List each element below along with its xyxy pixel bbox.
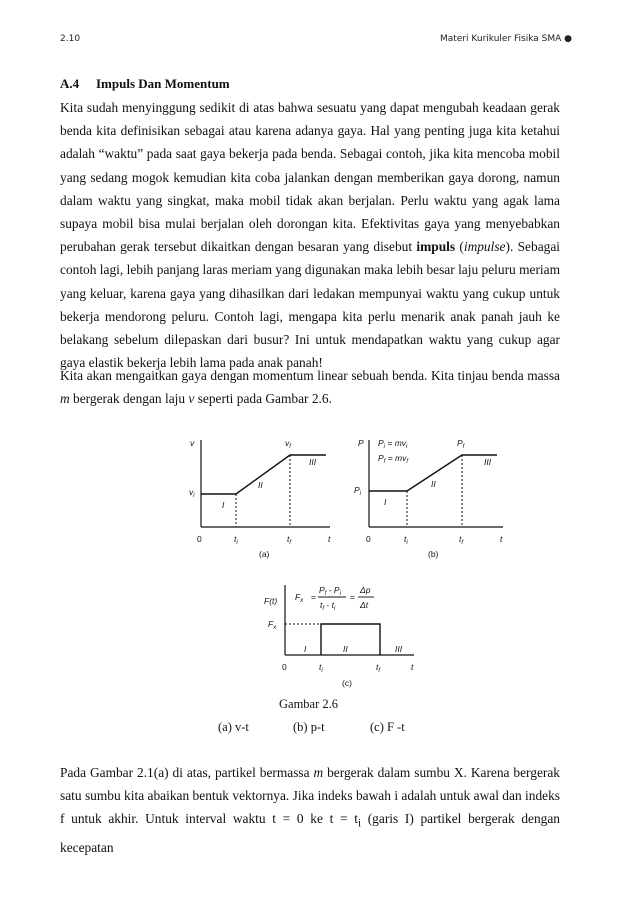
origin-label: 0 (197, 534, 202, 544)
region-2: II (343, 644, 348, 654)
text-run: (garis I) partikel bergerak dengan kecepatan (60, 811, 561, 856)
text-run: ). Sebagai contoh lagi, lebih panjang laras meriam yang digunakan maka lebih besar laju peluru meriam yang keluar, karena gaya yang dihasilkan dari ledakan mempunyai waktu yang cukup untuk bekerja mendorong peluru. Contoh lagi, mengapa kita perlu menarik anak panah jauh ke belakang sebelum dilepaskan dari busur? Ini untuk mendapatkan waktu yang cukup agar gaya elastik bekerja lebih lama pada anak panah! (60, 239, 560, 371)
tf-label: $t_f$ (287, 534, 292, 546)
graph-b-label: (b) (428, 549, 439, 559)
pi-label: $P_i$ (354, 485, 362, 497)
text-run: ( (455, 239, 464, 255)
region-1: I (304, 644, 307, 654)
velocity-curve (201, 455, 326, 494)
origin-label: 0 (282, 662, 287, 672)
tf-label: $t_f$ (376, 662, 381, 674)
section-number: A.4 (60, 76, 80, 91)
figure-caption-b: (b) p-t (293, 720, 325, 734)
eq-pf: $P_f = mv_f$ (378, 453, 409, 465)
text-run: Pada Gambar 2.1(a) di atas, partikel bermassa (60, 765, 314, 780)
graph-velocity-time (189, 438, 331, 559)
eq-denominator: $t_f - t_i$ (320, 600, 336, 612)
region-3: III (484, 457, 492, 467)
vf-label: $v_f$ (285, 438, 291, 450)
y-axis-label: v (190, 438, 195, 448)
region-2: II (431, 479, 436, 489)
subscript-i: i (357, 818, 362, 831)
text-run: bergerak dalam sumbu X. Karena bergerak satu sumbu kita abaikan bentuk vektornya. Jika indeks bawah i adalah untuk awal dan indeks f untuk akhir. Untuk interval waktu t = 0 ke t = t (60, 765, 561, 827)
figure-caption-title: Gambar 2.6 (279, 697, 339, 711)
force-pulse (321, 624, 380, 655)
text-run: bergerak dengan laju (69, 391, 189, 407)
x-axis-label: t (411, 662, 414, 672)
origin-label: 0 (366, 534, 371, 544)
eq-pi: $P_i = mv_i$ (378, 438, 408, 450)
section-title: Impuls Dan Momentum (96, 76, 230, 91)
graph-a-label: (a) (259, 549, 270, 559)
ti-label: $t_i$ (404, 534, 408, 546)
region-3: III (395, 644, 403, 654)
graph-force-time (264, 585, 414, 688)
ti-label: $t_i$ (319, 662, 323, 674)
graph-c-label: (c) (342, 678, 352, 688)
eq-fx: $F_x$ (295, 592, 304, 604)
page-number: 2.10 (60, 34, 81, 44)
tf-label: $t_f$ (459, 534, 464, 546)
term-impuls: impuls (416, 239, 456, 255)
text-run: Kita akan mengaitkan gaya dengan momentum linear sebuah benda. Kita tinjau benda massa (60, 368, 560, 383)
figure-caption-c: (c) F -t (370, 720, 405, 734)
region-2: II (258, 480, 263, 490)
text-run: seperti pada Gambar 2.6. (194, 391, 332, 407)
region-1: I (384, 497, 387, 507)
region-3: III (309, 457, 317, 467)
region-1: I (222, 500, 225, 510)
var-m: m (313, 765, 324, 780)
running-title: Materi Kurikuler Fisika SMA ● (440, 34, 572, 44)
x-axis-label: t (500, 534, 503, 544)
fx-label: $F_x$ (268, 619, 277, 631)
paragraph-graph-explanation (60, 761, 560, 859)
eq-equals-2: = (350, 592, 355, 602)
eq-equals-1: = (311, 592, 316, 602)
var-m: m (60, 391, 70, 407)
eq-numerator: $P_f - P_i$ (319, 585, 341, 597)
ti-label: $t_i$ (234, 534, 238, 546)
figure-caption-a: (a) v-t (218, 720, 249, 734)
var-v: v (188, 391, 195, 407)
vi-label: $v_i$ (189, 487, 195, 499)
pf-label: $P_f$ (457, 438, 465, 450)
y-axis-label: F(t) (264, 596, 278, 606)
graph-momentum-time (354, 438, 503, 559)
y-axis-label: P (358, 438, 364, 448)
text-run: Kita sudah menyinggung sedikit di atas bahwa sesuatu yang dapat mengubah keadaan gerak benda kita definisikan sebagai atau karena adanya gaya. Hal yang penting juga kita ketahui adalah “waktu” pada saat gaya bekerja pada benda. Sebagai contoh, jika kita mencoba mobil yang sedang mogok kemudian kita coba jalankan dengan memberikan gaya dorong, namun dalam waktu yang singkat, maka mobil tidak akan berjalan. Perlu waktu yang agak lama supaya mobil bisa mulai berjalan oleh dorongan kita. Efektivitas gaya yang menyebabkan perubahan gerak tersebut dikaitkan dengan besaran yang disebut (60, 100, 560, 255)
eq-delta-p: Δp (360, 585, 371, 595)
x-axis-label: t (328, 534, 331, 544)
eq-delta-t: Δt (360, 600, 369, 610)
term-impulse: impulse (463, 239, 506, 255)
